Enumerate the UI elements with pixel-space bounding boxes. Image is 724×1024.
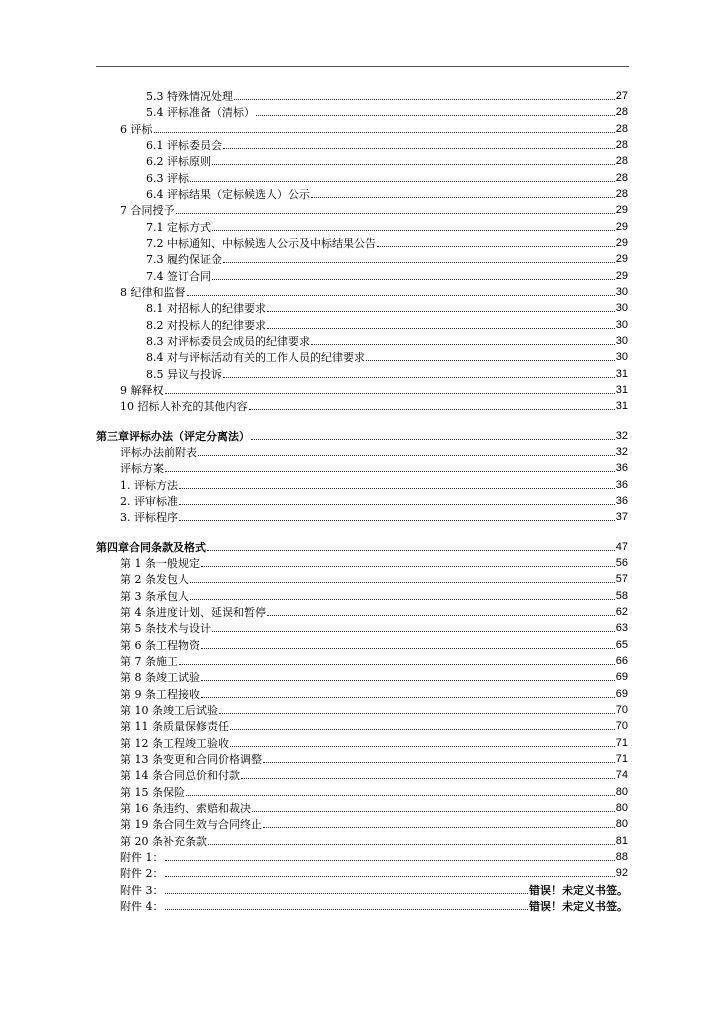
toc-entry-title: 6.1 评标委员会 bbox=[146, 139, 222, 152]
toc-entry-error: 错误！未定义书签。 bbox=[529, 884, 628, 897]
toc-entry-title: 5.4 评标准备（清标） bbox=[146, 106, 255, 119]
dot-leader bbox=[186, 795, 615, 796]
dot-leader bbox=[190, 582, 615, 583]
toc-entry-page: 69 bbox=[615, 688, 628, 700]
toc-entry[interactable] bbox=[120, 202, 628, 217]
toc-entry[interactable] bbox=[146, 251, 628, 266]
toc-entry-title: 7.4 签订合同 bbox=[146, 270, 211, 283]
toc-entry-title: 第 7 条施工 bbox=[120, 655, 178, 668]
toc-entry-page: 71 bbox=[615, 753, 628, 765]
toc-entry-title: 3. 评标程序 bbox=[120, 511, 178, 524]
toc-entry[interactable] bbox=[146, 104, 628, 119]
toc-entry-page: 31 bbox=[615, 384, 628, 396]
toc-entry-title: 8.4 对与评标活动有关的工作人员的纪律要求 bbox=[146, 351, 365, 364]
toc-entry-title: 8.1 对招标人的纪律要求 bbox=[146, 302, 266, 315]
toc-entry[interactable] bbox=[146, 137, 628, 152]
dot-leader bbox=[366, 360, 615, 361]
toc-entry[interactable] bbox=[120, 898, 628, 913]
dot-leader bbox=[201, 680, 615, 681]
header-rule bbox=[96, 66, 629, 67]
toc-entry[interactable] bbox=[120, 477, 628, 492]
toc-entry-page: 30 bbox=[615, 302, 628, 314]
toc-entry-title: 第 6 条工程物资 bbox=[120, 639, 200, 652]
toc-entry-page: 70 bbox=[615, 704, 628, 716]
toc-entry-title: 第 19 条合同生效与合同终止 bbox=[120, 818, 262, 831]
toc-entry-page: 29 bbox=[615, 204, 628, 216]
toc-entry-title: 8.5 异议与投诉 bbox=[146, 368, 222, 381]
toc-entry[interactable] bbox=[146, 317, 628, 332]
toc-entry-page: 30 bbox=[615, 286, 628, 298]
toc-entry-title: 2. 评审标准 bbox=[120, 495, 178, 508]
toc-entry-title: 第四章合同条款及格式 bbox=[96, 541, 206, 554]
toc-entry-title: 1. 评标方法 bbox=[120, 479, 178, 492]
toc-entry-title: 第 15 条保险 bbox=[120, 786, 185, 799]
dot-leader bbox=[201, 648, 615, 649]
toc-entry[interactable] bbox=[120, 637, 628, 652]
toc-entry-title: 5.3 特殊情况处理 bbox=[146, 90, 233, 103]
toc-entry-title: 第三章评标办法（评定分离法） bbox=[96, 430, 250, 443]
dot-leader bbox=[165, 471, 615, 472]
toc-entry-page: 58 bbox=[615, 590, 628, 602]
toc-entry-title: 第 5 条技术与设计 bbox=[120, 622, 211, 635]
toc-entry-page: 57 bbox=[615, 573, 628, 585]
toc-entry-title: 第 9 条工程接收 bbox=[120, 688, 200, 701]
dot-leader bbox=[263, 762, 615, 763]
toc-entry[interactable] bbox=[146, 268, 628, 283]
toc-entry[interactable] bbox=[120, 571, 628, 586]
toc-entry-title: 第 1 条一般规定 bbox=[120, 557, 200, 570]
toc-entry[interactable] bbox=[120, 800, 628, 815]
toc-entry-page: 31 bbox=[615, 368, 628, 380]
toc-entry[interactable] bbox=[146, 366, 628, 381]
toc-entry[interactable] bbox=[120, 751, 628, 766]
dot-leader bbox=[241, 778, 615, 779]
toc-entry[interactable] bbox=[120, 653, 628, 668]
toc-entry[interactable] bbox=[120, 686, 628, 701]
dot-leader bbox=[256, 115, 615, 116]
toc-entry-page: 81 bbox=[615, 835, 628, 847]
toc-entry[interactable] bbox=[120, 620, 628, 635]
toc-entry-page: 88 bbox=[615, 851, 628, 863]
toc-entry-title: 6 评标 bbox=[120, 123, 153, 136]
toc-entry[interactable] bbox=[120, 767, 628, 782]
toc-chapter-entry[interactable] bbox=[96, 539, 628, 554]
toc-entry-title: 第 12 条工程竣工验收 bbox=[120, 737, 229, 750]
toc-entry[interactable] bbox=[120, 669, 628, 684]
toc-entry-page: 29 bbox=[615, 237, 628, 249]
toc-entry-title: 6.3 评标 bbox=[146, 172, 189, 185]
toc-entry-error: 错误！未定义书签。 bbox=[529, 900, 628, 913]
toc-entry-title: 9 解释权 bbox=[120, 384, 164, 397]
toc-entry-page: 62 bbox=[615, 606, 628, 618]
dot-leader bbox=[223, 377, 615, 378]
dot-leader bbox=[249, 409, 615, 410]
toc-entry-title: 第 3 条承包人 bbox=[120, 590, 189, 603]
toc-entry-title: 附件 4： bbox=[120, 900, 164, 913]
dot-leader bbox=[201, 566, 615, 567]
dot-leader bbox=[165, 893, 529, 894]
dot-leader bbox=[154, 132, 615, 133]
toc-entry-page: 69 bbox=[615, 671, 628, 683]
toc-entry-title: 第 4 条进度计划、延误和暂停 bbox=[120, 606, 266, 619]
toc-entry-page: 71 bbox=[615, 737, 628, 749]
toc-entry[interactable] bbox=[120, 604, 628, 619]
toc-entry-page: 29 bbox=[615, 270, 628, 282]
toc-entry[interactable] bbox=[146, 153, 628, 168]
toc-entry[interactable] bbox=[120, 382, 628, 397]
dot-leader bbox=[179, 504, 615, 505]
dot-leader bbox=[234, 99, 615, 100]
toc-entry-title: 6.2 评标原则 bbox=[146, 155, 211, 168]
toc-entry[interactable] bbox=[120, 865, 628, 880]
toc-entry-page: 63 bbox=[615, 622, 628, 634]
toc-entry-title: 第 11 条质量保修责任 bbox=[120, 720, 229, 733]
dot-leader bbox=[223, 262, 615, 263]
dot-leader bbox=[230, 746, 615, 747]
dot-leader bbox=[207, 550, 615, 551]
toc-entry-page: 74 bbox=[615, 769, 628, 781]
toc-entry-page: 36 bbox=[615, 479, 628, 491]
toc-entry-page: 30 bbox=[615, 351, 628, 363]
toc-entry[interactable] bbox=[120, 509, 628, 524]
dot-leader bbox=[219, 713, 615, 714]
toc-entry[interactable] bbox=[120, 555, 628, 570]
toc-entry-title: 第 8 条竣工试验 bbox=[120, 671, 200, 684]
dot-leader bbox=[212, 230, 615, 231]
toc-entry-page: 66 bbox=[615, 655, 628, 667]
dot-leader bbox=[251, 439, 615, 440]
toc-entry-title: 7 合同授予 bbox=[120, 204, 175, 217]
toc-entry-title: 第 13 条变更和合同价格调整 bbox=[120, 753, 262, 766]
toc-entry[interactable] bbox=[120, 718, 628, 733]
toc-entry-page: 70 bbox=[615, 720, 628, 732]
dot-leader bbox=[267, 328, 615, 329]
dot-leader bbox=[208, 844, 615, 845]
toc-entry-page: 80 bbox=[615, 786, 628, 798]
dot-leader bbox=[176, 213, 615, 214]
dot-leader bbox=[165, 860, 615, 861]
dot-leader bbox=[198, 455, 615, 456]
toc-entry-title: 7.3 履约保证金 bbox=[146, 253, 222, 266]
toc-entry-title: 第 20 条补充条款 bbox=[120, 835, 207, 848]
toc-entry-title: 第 2 条发包人 bbox=[120, 573, 189, 586]
dot-leader bbox=[190, 599, 615, 600]
toc-entry-title: 附件 3： bbox=[120, 884, 164, 897]
toc-entry-title: 第 16 条违约、索赔和裁决 bbox=[120, 802, 251, 815]
dot-leader bbox=[212, 279, 615, 280]
toc-entry-title: 第 14 条合同总价和付款 bbox=[120, 769, 240, 782]
toc-entry-page: 27 bbox=[615, 90, 628, 102]
toc-entry[interactable] bbox=[120, 702, 628, 717]
toc-entry-title: 附件 2： bbox=[120, 867, 164, 880]
toc-entry[interactable] bbox=[120, 588, 628, 603]
toc-entry-page: 36 bbox=[615, 495, 628, 507]
toc-entry-page: 56 bbox=[615, 557, 628, 569]
dot-leader bbox=[187, 295, 615, 296]
toc-entry-title: 8.2 对投标人的纪律要求 bbox=[146, 319, 266, 332]
toc-entry[interactable] bbox=[120, 398, 628, 413]
dot-leader bbox=[252, 811, 615, 812]
dot-leader bbox=[179, 520, 615, 521]
toc-entry[interactable] bbox=[120, 882, 628, 897]
dot-leader bbox=[212, 631, 615, 632]
toc-entry[interactable] bbox=[146, 186, 628, 201]
toc-entry[interactable] bbox=[120, 121, 628, 136]
toc-entry-page: 36 bbox=[615, 462, 628, 474]
dot-leader bbox=[190, 181, 615, 182]
toc-chapter-entry[interactable] bbox=[96, 428, 628, 443]
toc-entry-page: 28 bbox=[615, 172, 628, 184]
toc-entry-page: 30 bbox=[615, 319, 628, 331]
toc-entry[interactable] bbox=[120, 816, 628, 831]
toc-entry[interactable] bbox=[146, 235, 628, 250]
dot-leader bbox=[311, 344, 615, 345]
toc-entry-page: 28 bbox=[615, 139, 628, 151]
toc-entry-page: 28 bbox=[615, 123, 628, 135]
toc-entry-page: 29 bbox=[615, 253, 628, 265]
dot-leader bbox=[267, 615, 615, 616]
dot-leader bbox=[223, 148, 615, 149]
toc-entry-page: 80 bbox=[615, 802, 628, 814]
dot-leader bbox=[165, 876, 615, 877]
toc-entry[interactable] bbox=[120, 460, 628, 475]
dot-leader bbox=[267, 311, 615, 312]
toc-entry[interactable] bbox=[146, 349, 628, 364]
toc-entry[interactable] bbox=[146, 170, 628, 185]
toc-entry[interactable] bbox=[120, 284, 628, 299]
toc-entry-page: 92 bbox=[615, 867, 628, 879]
toc-entry[interactable] bbox=[120, 784, 628, 799]
dot-leader bbox=[201, 697, 615, 698]
toc-entry-title: 10 招标人补充的其他内容 bbox=[120, 400, 248, 413]
toc-entry-title: 7.1 定标方式 bbox=[146, 221, 211, 234]
dot-leader bbox=[179, 488, 615, 489]
toc-entry-page: 32 bbox=[615, 430, 628, 442]
toc-entry-page: 47 bbox=[615, 541, 628, 553]
toc-entry-page: 32 bbox=[615, 446, 628, 458]
toc-entry[interactable] bbox=[120, 493, 628, 508]
toc-entry-page: 80 bbox=[615, 818, 628, 830]
toc-entry-page: 29 bbox=[615, 221, 628, 233]
toc-entry-page: 65 bbox=[615, 639, 628, 651]
toc-entry-title: 7.2 中标通知、中标候选人公示及中标结果公告 bbox=[146, 237, 376, 250]
toc-entry-title: 8 纪律和监督 bbox=[120, 286, 186, 299]
dot-leader bbox=[165, 909, 529, 910]
toc-entry[interactable] bbox=[146, 333, 628, 348]
toc-entry-page: 28 bbox=[615, 188, 628, 200]
toc-entry-title: 第 10 条竣工后试验 bbox=[120, 704, 218, 717]
toc-entry[interactable] bbox=[146, 219, 628, 234]
dot-leader bbox=[179, 664, 615, 665]
toc-entry-page: 28 bbox=[615, 155, 628, 167]
toc-entry-page: 28 bbox=[615, 106, 628, 118]
toc-entry-title: 评标办法前附表 bbox=[120, 446, 197, 459]
toc-entry-page: 31 bbox=[615, 400, 628, 412]
toc-entry-title: 附件 1： bbox=[120, 851, 164, 864]
toc-entry-title: 6.4 评标结果（定标候选人）公示 bbox=[146, 188, 310, 201]
dot-leader bbox=[230, 729, 615, 730]
dot-leader bbox=[212, 164, 615, 165]
toc-entry[interactable] bbox=[120, 849, 628, 864]
toc-entry-page: 30 bbox=[615, 335, 628, 347]
dot-leader bbox=[263, 827, 615, 828]
toc-entry[interactable] bbox=[146, 88, 628, 103]
toc-entry[interactable] bbox=[120, 735, 628, 750]
toc-entry[interactable] bbox=[120, 833, 628, 848]
dot-leader bbox=[311, 197, 615, 198]
dot-leader bbox=[377, 246, 615, 247]
toc-entry[interactable] bbox=[146, 300, 628, 315]
toc-entry-page: 37 bbox=[615, 511, 628, 523]
dot-leader bbox=[165, 393, 615, 394]
toc-entry[interactable] bbox=[120, 444, 628, 459]
toc-entry-title: 8.3 对评标委员会成员的纪律要求 bbox=[146, 335, 310, 348]
toc-entry-title: 评标方案 bbox=[120, 462, 164, 475]
